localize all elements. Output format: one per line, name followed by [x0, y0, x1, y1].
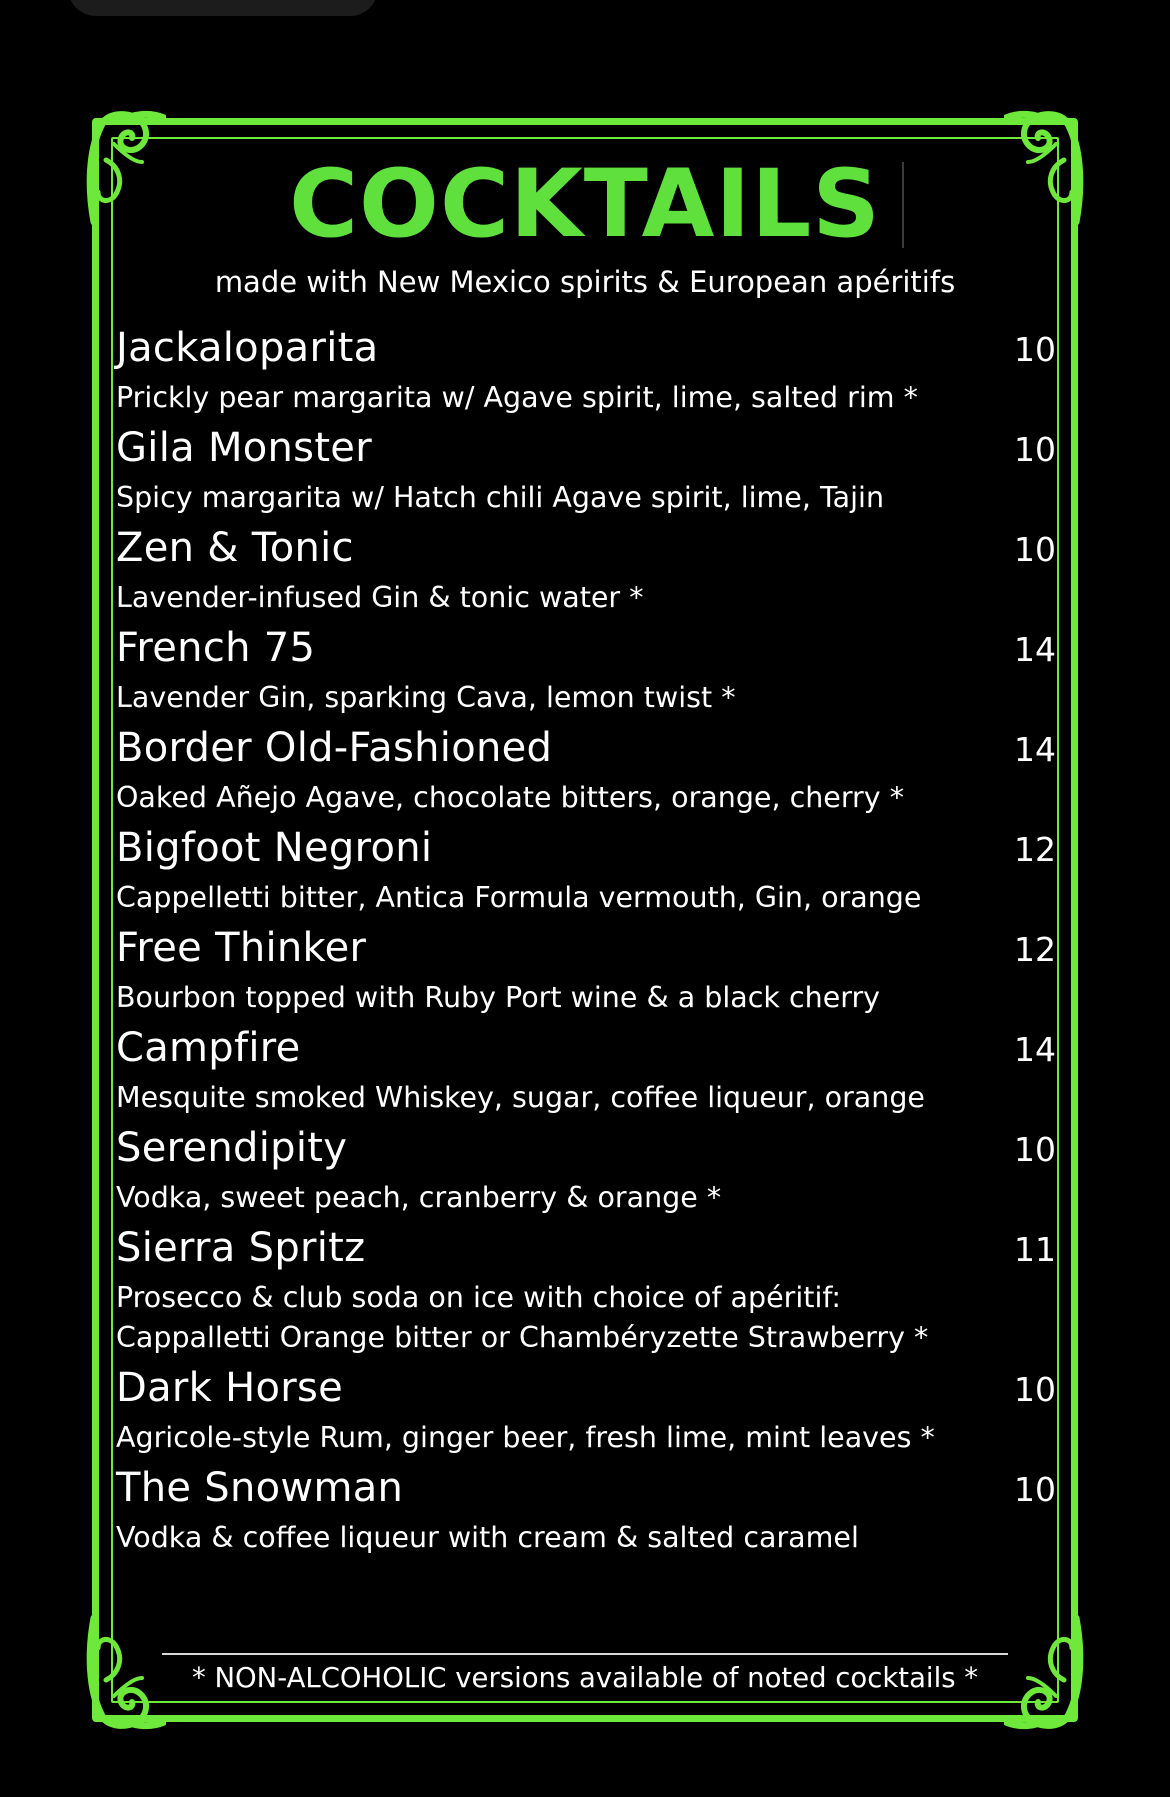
cocktail-name: Dark Horse — [116, 1365, 344, 1411]
cocktail-description: Cappalletti Orange bitter or Chambéryzette Strawberry * — [116, 1321, 929, 1354]
menu-subtitle: made with New Mexico spirits & European apéritifs — [214, 265, 956, 299]
menu-item-header — [116, 420, 1056, 478]
cocktail-description: Cappelletti bitter, Antica Formula vermouth, Gin, orange — [116, 881, 922, 914]
cocktail-description: Prosecco & club soda on ice with choice of apéritif: — [116, 1281, 841, 1314]
menu-item-header — [116, 1220, 1056, 1278]
menu-item — [116, 318, 1056, 418]
cocktail-description: Spicy margarita w/ Hatch chili Agave spirit, lime, Tajin — [116, 481, 885, 514]
menu-item — [116, 818, 1056, 918]
cocktail-price: 10 — [1014, 430, 1056, 469]
menu-item-header — [116, 920, 1056, 978]
cocktail-description: Vodka & coffee liqueur with cream & salted caramel — [116, 1521, 859, 1554]
cocktail-name: The Snowman — [116, 1465, 404, 1511]
menu-item-header — [116, 1020, 1056, 1078]
menu-item — [116, 1358, 1056, 1458]
cocktail-name: Campfire — [116, 1025, 301, 1071]
cocktail-price: 11 — [1014, 1230, 1056, 1269]
menu-item — [116, 518, 1056, 618]
menu-item-header — [116, 620, 1056, 678]
menu-item — [116, 618, 1056, 718]
cocktail-description: Bourbon topped with Ruby Port wine & a black cherry — [116, 981, 881, 1014]
menu-item — [116, 718, 1056, 818]
cocktail-name: Gila Monster — [116, 425, 372, 471]
cocktail-price: 12 — [1014, 830, 1056, 869]
menu-item — [116, 418, 1056, 518]
text-cursor — [902, 162, 904, 248]
cocktail-price: 14 — [1014, 630, 1056, 669]
cocktail-name: Jackaloparita — [116, 325, 379, 371]
cocktail-name: Free Thinker — [116, 925, 367, 971]
cocktail-price: 10 — [1014, 1470, 1056, 1509]
cocktail-description: Prickly pear margarita w/ Agave spirit, lime, salted rim * — [116, 381, 918, 414]
menu-item-header — [116, 820, 1056, 878]
cocktail-price: 14 — [1014, 730, 1056, 769]
cocktail-description: Lavender-infused Gin & tonic water * — [116, 581, 644, 614]
cocktail-name: Bigfoot Negroni — [116, 825, 433, 871]
menu-item-header — [116, 520, 1056, 578]
cocktail-description: Vodka, sweet peach, cranberry & orange * — [116, 1181, 722, 1214]
menu-item — [116, 1018, 1056, 1118]
menu-item-header — [116, 1460, 1056, 1518]
status-pill — [68, 0, 378, 16]
cocktail-price: 10 — [1014, 1370, 1056, 1409]
menu-item — [116, 1118, 1056, 1218]
menu-item-header — [116, 1120, 1056, 1178]
cocktail-price: 10 — [1014, 330, 1056, 369]
footer-divider — [162, 1653, 1008, 1655]
menu-title: COCKTAILS — [289, 150, 881, 259]
cocktail-list — [116, 318, 1056, 1558]
cocktail-description: Lavender Gin, sparking Cava, lemon twist * — [116, 681, 736, 714]
cocktail-name: Border Old-Fashioned — [116, 725, 553, 771]
cocktail-price: 10 — [1014, 1130, 1056, 1169]
menu-item — [116, 1458, 1056, 1558]
cocktail-name: Serendipity — [116, 1125, 348, 1171]
menu-item — [116, 1218, 1056, 1358]
menu-item — [116, 918, 1056, 1018]
cocktail-description: Mesquite smoked Whiskey, sugar, coffee liqueur, orange — [116, 1081, 925, 1114]
non-alcoholic-note: * NON-ALCOHOLIC versions available of noted cocktails * — [191, 1662, 979, 1694]
menu-item-header — [116, 320, 1056, 378]
menu-item-header — [116, 1360, 1056, 1418]
cocktail-price: 10 — [1014, 530, 1056, 569]
cocktail-name: Zen & Tonic — [116, 525, 354, 571]
cocktail-description: Agricole-style Rum, ginger beer, fresh lime, mint leaves * — [116, 1421, 935, 1454]
menu-item-header — [116, 720, 1056, 778]
cocktail-price: 12 — [1014, 930, 1056, 969]
cocktail-description: Oaked Añejo Agave, chocolate bitters, orange, cherry * — [116, 781, 904, 814]
cocktail-price: 14 — [1014, 1030, 1056, 1069]
cocktail-name: French 75 — [116, 625, 316, 671]
cocktail-name: Sierra Spritz — [116, 1225, 366, 1271]
